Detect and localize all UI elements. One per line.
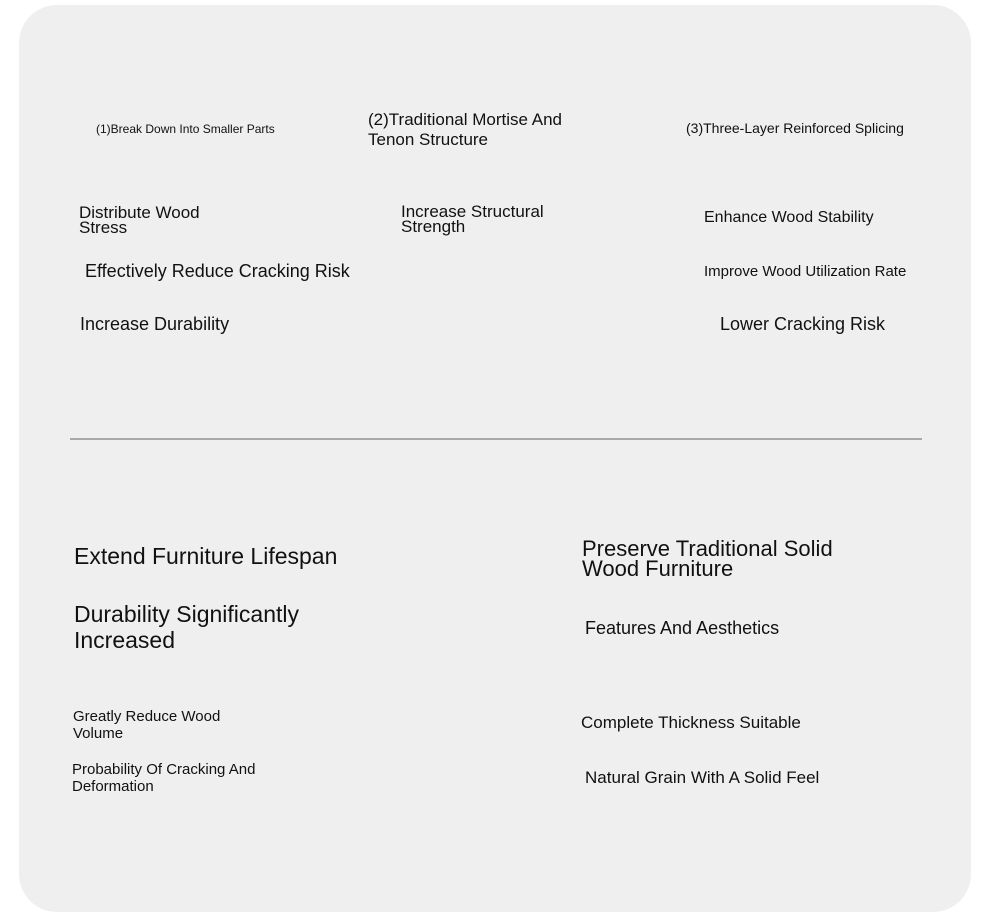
col2-heading: (2)Traditional Mortise And Tenon Structure (368, 110, 563, 149)
durability-subtitle: Durability Significantly Increased (74, 601, 299, 653)
aesthetics-subtitle: Features And Aesthetics (585, 618, 780, 638)
col3-item-wood-stability: Enhance Wood Stability (704, 209, 874, 226)
preserve-title: Preserve Traditional Solid Wood Furniture (582, 536, 833, 581)
lifespan-title: Extend Furniture Lifespan (74, 543, 338, 569)
col2-item-structural-strength: Increase Structural Strength (401, 202, 544, 236)
section-divider (70, 438, 922, 440)
complete-thickness: Complete Thickness Suitable (581, 713, 801, 732)
col1-item-increase-durability: Increase Durability (80, 314, 230, 334)
col1-heading: (1)Break Down Into Smaller Parts (96, 122, 275, 136)
cracking-deformation: Probability Of Cracking And Deformation (72, 761, 256, 795)
reduce-wood-volume: Greatly Reduce Wood Volume (73, 708, 221, 742)
col3-heading: (3)Three-Layer Reinforced Splicing (686, 120, 904, 136)
col3-item-utilization-rate: Improve Wood Utilization Rate (704, 263, 907, 280)
col1-item-reduce-cracking: Effectively Reduce Cracking Risk (85, 261, 350, 281)
col3-item-lower-cracking: Lower Cracking Risk (720, 314, 886, 334)
col1-item-distribute-stress: Distribute Wood Stress (79, 203, 200, 237)
natural-grain: Natural Grain With A Solid Feel (585, 768, 820, 787)
